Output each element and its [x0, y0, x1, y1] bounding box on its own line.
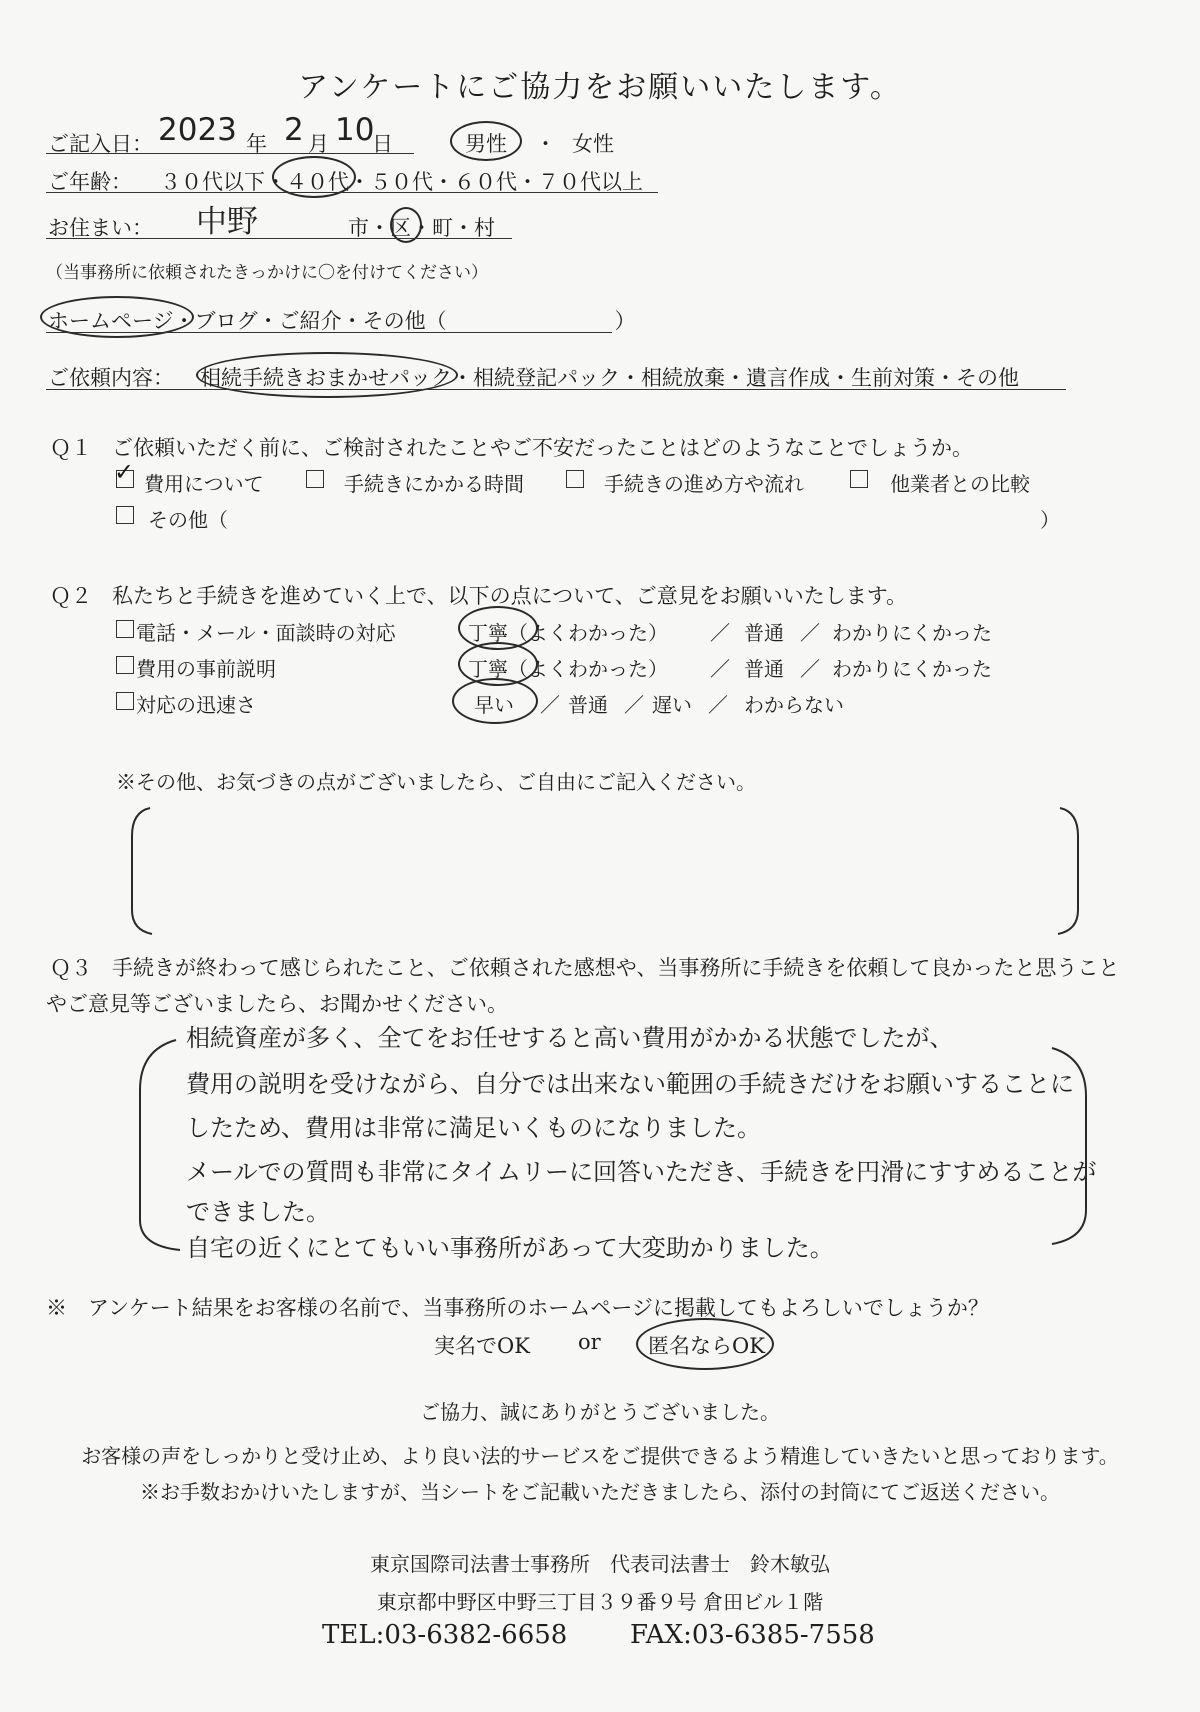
gender-male: 男性 [465, 132, 507, 156]
footer-thanks: ご協力、誠にありがとうございました。 [420, 1400, 780, 1424]
trigger-options: ホームページ・ブログ・ご紹介・その他（ ） [48, 309, 636, 333]
request-options: 相続手続きおまかせパック・相続登記パック・相続放棄・遺言作成・生前対策・その他 [200, 366, 1019, 390]
request-opt-touki: 相続登記パック [473, 366, 620, 390]
check-icon: ✓ [114, 458, 135, 486]
gender-female: 女性 [572, 132, 614, 156]
q1-opt-cost: 費用について [144, 472, 264, 496]
survey-title: アンケートにご協力をお願いいたします。 [298, 70, 902, 105]
q2-row1-choice1: 丁寧（よくわかった） [468, 621, 668, 645]
q2-row1-sep2: ／ [800, 621, 820, 645]
request-opt-yuigon: 遺言作成 [746, 366, 830, 390]
trigger-opt-homepage: ホームページ [48, 309, 174, 333]
publish-or: or [578, 1330, 601, 1354]
q2-row2-sep1: ／ [710, 657, 730, 681]
q2-row3-choice3: 遅い [652, 693, 692, 717]
q1-number: Ｑ１ [50, 436, 92, 460]
q2-row2-choice3: わかりにくかった [832, 657, 992, 681]
entry-date-label: ご記入日： [48, 132, 153, 156]
entry-day-unit: 日 [372, 132, 393, 156]
res-opt-village: 村 [474, 216, 495, 240]
request-opt-seizen: 生前対策 [851, 366, 935, 390]
q3-answer-line4: メールでの質問も非常にタイムリーに回答いただき、手続きを円滑にすすめることが [186, 1158, 1097, 1186]
q2-row1-sep1: ／ [710, 621, 730, 645]
q1-text: ご依頼いただく前に、ご検討されたことやご不安だったことはどのようなことでしょうか。 [112, 436, 973, 460]
q2-row3-choice1: 早い [474, 693, 514, 717]
residence-label: お住まい： [48, 216, 153, 240]
q2-row1-item: 電話・メール・面談時の対応 [136, 621, 396, 645]
trigger-opt-blog: ブログ [194, 309, 258, 333]
request-label: ご依頼内容： [48, 366, 174, 390]
entry-month-unit: 月 [308, 132, 329, 156]
trigger-opt-referral: ご紹介 [278, 309, 342, 333]
age-options: ３０代以下・４０代・５０代・６０代・７０代以上 [160, 170, 643, 194]
q2-row1-choice3: わかりにくかった [832, 621, 992, 645]
publish-opt-anon: 匿名ならOK [648, 1334, 765, 1358]
trigger-opt-other: その他（ ） [362, 309, 636, 333]
q1-opt-compare: 他業者との比較 [890, 472, 1030, 496]
request-opt-other: その他 [956, 366, 1019, 390]
request-opt-omakase: 相続手続きおまかせパック [200, 366, 452, 390]
residence-options: 市・区・町・村 [348, 216, 495, 240]
residence-value: 中野 [196, 204, 258, 240]
q3-answer-line3: したため、費用は非常に満足いくものになりました。 [186, 1114, 762, 1142]
age-opt-70: ７０代以上 [538, 170, 643, 194]
q2-comment-left-bracket [132, 808, 152, 934]
footer-address: 東京都中野区中野三丁目３９番９号 倉田ビル１階 [376, 1590, 824, 1614]
q2-row2-choice1: 丁寧（よくわかった） [468, 657, 668, 681]
age-label: ご年齢： [48, 170, 132, 194]
q3-answer-line6: 自宅の近くにとてもいい事務所があって大変助かりました。 [186, 1234, 834, 1262]
age-opt-60: ６０代 [454, 170, 517, 194]
q2-number: Ｑ２ [50, 584, 92, 608]
trigger-note: （当事務所に依頼されたきっかけに〇を付けてください） [46, 263, 488, 283]
res-opt-city: 市 [348, 216, 369, 240]
q2-row3-item: 対応の迅速さ [136, 693, 256, 717]
publish-question: ※ アンケート結果をお客様の名前で、当事務所のホームページに掲載してもよろしいでしょうか？ [46, 1296, 989, 1320]
res-opt-town: 町 [432, 216, 453, 240]
q3-answer-line1: 相続資産が多く、全てをお任せすると高い費用がかかる状態でしたが、 [186, 1024, 954, 1052]
q3-text-line2: やご意見等ございましたら、お聞かせください。 [46, 992, 508, 1016]
gender-sep: ・ [535, 132, 556, 156]
footer-office: 東京国際司法書士事務所 代表司法書士 鈴木敏弘 [370, 1552, 830, 1576]
entry-year: 2023 [158, 112, 237, 148]
request-opt-houki: 相続放棄 [641, 366, 725, 390]
entry-year-unit: 年 [246, 132, 267, 156]
q2-row2-choice2: 普通 [744, 657, 784, 681]
q2-row3-sep1: ／ [540, 693, 560, 717]
q2-row2-item: 費用の事前説明 [136, 657, 276, 681]
q1-opt-other-close: ） [1040, 508, 1060, 532]
q2-row3-sep3: ／ [708, 693, 728, 717]
q3-answer-right-bracket [1052, 1048, 1086, 1244]
age-opt-50: ５０代 [370, 170, 433, 194]
age-opt-30: ３０代以下 [160, 170, 265, 194]
q2-comment-right-bracket [1058, 808, 1078, 934]
q2-row3-sep2: ／ [624, 693, 644, 717]
q1-opt-other: その他（ [148, 508, 228, 532]
entry-month: 2 [284, 112, 304, 148]
publish-opt-real: 実名でOK [434, 1334, 530, 1358]
footer-message: お客様の声をしっかりと受け止め、より良い法的サービスをご提供できるよう精進していきたいと思っております。 [81, 1444, 1119, 1468]
entry-day: 10 [335, 112, 375, 148]
q2-text: 私たちと手続きを進めていく上で、以下の点について、ご意見をお願いいたします。 [112, 584, 908, 608]
q2-row1-choice2: 普通 [744, 621, 784, 645]
footer-return-note: ※お手数おかけいたしますが、当シートをご記載いただきましたら、添付の封筒にてご返送ください。 [140, 1480, 1060, 1504]
q3-answer-line5: できました。 [186, 1198, 330, 1226]
age-opt-40: ４０代 [286, 170, 349, 194]
q1-opt-time: 手続きにかかる時間 [344, 472, 524, 496]
q2-row3-choice4: わからない [744, 693, 844, 717]
q2-row3-choice2: 普通 [568, 693, 608, 717]
q2-comment-prompt: ※その他、お気づきの点がございましたら、ご自由にご記入ください。 [116, 770, 756, 794]
res-opt-ward: 区 [390, 216, 411, 240]
q2-row2-sep2: ／ [800, 657, 820, 681]
q3-text-line1: 手続きが終わって感じられたこと、ご依頼された感想や、当事務所に手続きを依頼して良かったと思うこと [112, 956, 1120, 980]
q1-opt-flow: 手続きの進め方や流れ [604, 472, 804, 496]
footer-tel: TEL:03-6382-6658 [322, 1620, 568, 1650]
q3-answer-left-bracket [140, 1040, 180, 1250]
footer-fax: FAX:03-6385-7558 [630, 1620, 875, 1650]
q3-answer-line2: 費用の説明を受けながら、自分では出来ない範囲の手続きだけをお願いすることに [186, 1070, 1074, 1098]
q3-number: Ｑ３ [50, 956, 92, 980]
